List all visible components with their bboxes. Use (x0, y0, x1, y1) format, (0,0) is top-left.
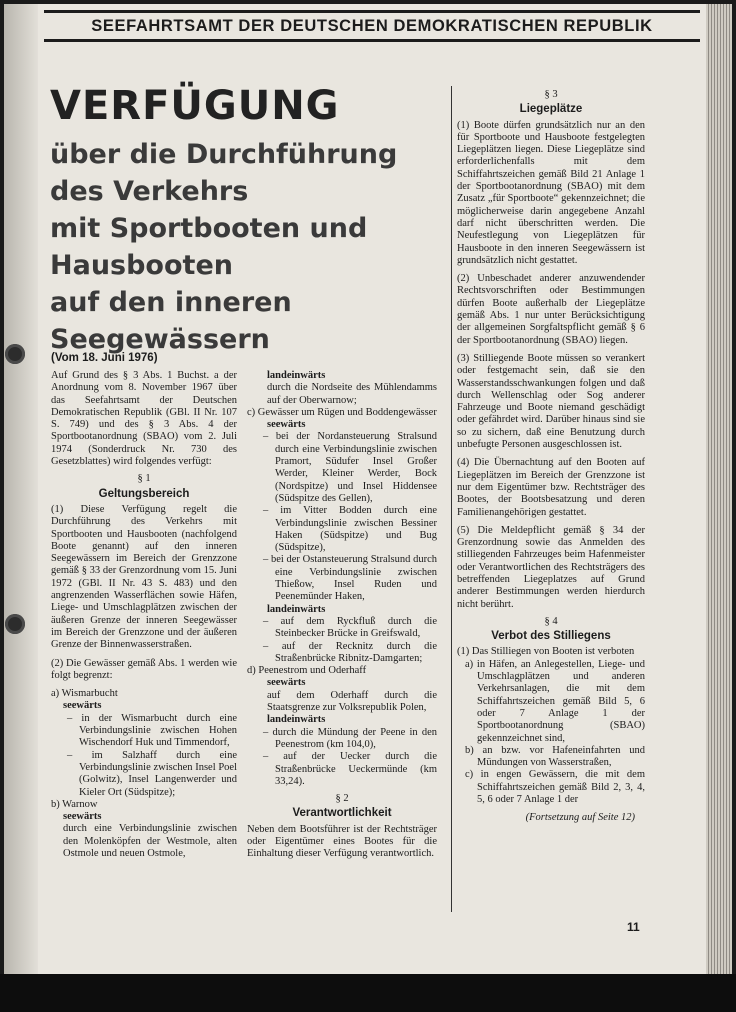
paragraph: (1) Das Stilliegen von Booten ist verboten (457, 646, 635, 658)
section-heading: Verbot des Stilliegens (491, 630, 611, 643)
list-item: – auf der Recknitz durch die Straßenbrücke Ribnitz-Damgarten; (263, 640, 437, 664)
section-number: § 4 (544, 615, 558, 627)
column-divider (451, 86, 452, 912)
list-item: – durch die Mündung der Peene in den Peenestrom (km 104,0), (263, 726, 437, 750)
paragraph: auf dem Oderhaff durch die Staatsgrenze zur Volksrepublik Polen, (267, 689, 437, 714)
column-3 (457, 84, 645, 825)
section-heading: Verantwortlichkeit (292, 807, 392, 820)
list-label: a) Wismarbucht (51, 688, 118, 700)
column-2 (247, 370, 437, 861)
paragraph: (2) Die Gewässer gemäß Abs. 1 werden wie folgt begrenzt: (51, 657, 237, 681)
subtitle-line: auf den inneren (50, 287, 292, 318)
document-date: (Vom 18. Juni 1976) (51, 352, 158, 364)
document-page (4, 4, 706, 974)
binder-hole (5, 344, 25, 364)
page-stack-edge (706, 4, 732, 979)
paragraph: durch die Nordseite des Mühlendamms auf der Oberwarnow; (267, 382, 437, 406)
document-title: VERFÜGUNG (50, 83, 340, 129)
sub-heading: seewärts (267, 419, 306, 431)
subtitle-line: über die Durchführung (50, 139, 398, 170)
paragraph: (4) Die Übernachtung auf den Booten auf Liegeplätzen im Bereich der Grenzzone ist nur dem Eigentümer bzw. Rechtsträger des Bootes, der Bootsbesatzung und deren Familienangehörigen gestattet. (457, 457, 645, 518)
paragraph: (1) Boote dürfen grundsätzlich nur an den für Sportboote und Hausboote festgelegten Liegeplätzen liegen. Diese Liegeplätze sind erforderlichenfalls mit dem Schiffahrtszeichen gemäß Bild 21 Anlage 1 der Sportbootanordnung (SBAO) mit dem Zusatz „für Sportboote“ gekennzeichnet; die möglicherweise darin angegebene Anzahl darf nicht überschritten werden. Die Neufestlegung von Liegeplätzen für Hausboote in den inneren Seegewässern ist grundsätzlich nicht gestattet. (457, 119, 645, 266)
paragraph: Neben dem Bootsführer ist der Rechtsträger oder Eigentümer eines Bootes für die Einhaltung dieser Verfügung verantwortlich. (247, 823, 437, 860)
sub-heading: landeinwärts (267, 603, 326, 615)
preamble: Auf Grund des § 3 Abs. 1 Buchst. a der Anordnung vom 8. November 1967 über das Seefahrtsamt der Deutschen Demokratischen Republik (GBl. II Nr. 107 S. 749) und des § 3 Abs. 4 der Sportbootanordnung (SBAO) vom 2. Juli 1974 (Sonderdruck Nr. 730 des Gesetzblattes) wird folgendes verfügt: (51, 370, 237, 468)
page-number: 11 (627, 920, 640, 934)
list-label: c) Gewässer um Rügen und Boddengewässer (247, 406, 437, 418)
sub-heading: seewärts (63, 700, 102, 712)
list-label: d) Peenestrom und Oderhaff (247, 665, 367, 677)
section-number: § 1 (137, 473, 151, 485)
subtitle-line: mit Sportbooten und (50, 213, 368, 244)
binder-hole (5, 614, 25, 634)
paragraph: durch eine Verbindungslinie zwischen den Molenköpfen der Westmole, alten Ostmole und neuen Ostmole, (63, 823, 237, 859)
column-1 (51, 370, 237, 860)
section-number: § 3 (544, 89, 558, 100)
subtitle-line: des Verkehrs (50, 176, 249, 207)
list-item: b) an bzw. vor Hafeneinfahrten und Mündungen von Wasserstraßen, (465, 744, 645, 769)
paragraph: (3) Stilliegende Boote müssen so verankert oder festgemacht sein, daß sie den Wasserstandsschwankungen folgen und daß durch Wellenschlag oder Sog anderer Fahrzeuge und Boote niemand geschädigt oder gefährdet wird. Darüber hinaus sind sie so zu sichern, daß eine Benutzung durch unbefugte Personen ausgeschlossen ist. (457, 352, 645, 451)
page-header (44, 10, 700, 42)
sub-heading: landeinwärts (267, 714, 326, 726)
list-item: – bei der Nordansteuerung Stralsund durch eine Verbindungslinie zwischen Pramort, Südufer Insel Großer Werder, Kleiner Werder, Bock (Nordspitze) und Insel Hiddensee (Südspitze des Gellen), (263, 431, 437, 504)
list-item: – bei der Ostansteuerung Stralsund durch eine Verbindungslinie zwischen Thießow, Insel Ruden und Peenemünder Haken, (263, 554, 437, 603)
agency-name: SEEFAHRTSAMT DER DEUTSCHEN DEMOKRATISCHEN REPUBLIK (91, 17, 653, 35)
scan-border (0, 974, 736, 1012)
section-heading: Geltungsbereich (98, 487, 190, 500)
subtitle-line: Seegewässern (50, 324, 270, 355)
list-item: – auf dem Ryckfluß durch die Steinbecker Brücke in Greifswald, (263, 615, 437, 640)
document-subtitle (50, 136, 445, 358)
sub-heading: seewärts (63, 811, 102, 823)
subtitle-line: Hausbooten (50, 250, 233, 281)
list-item: – in der Wismarbucht durch eine Verbindungslinie zwischen Hohen Wischendorf Huk und Timmendorf, (67, 712, 237, 749)
list-item: c) in engen Gewässern, die mit dem Schiffahrtszeichen gemäß Bild 2, 3, 4, 5, 6 oder 7 Anlage 1 der (465, 769, 645, 806)
list-item: a) in Häfen, an Anlegestellen, Liege- und Umschlagplätzen und anderen Verkehrsanlagen, die mit dem Schiffahrtszeichen gemäß Bild 5, 6 oder 7 Anlage 1 der Sportbootanordnung (SBAO) gekennzeichnet sind, (465, 658, 645, 744)
sub-heading: seewärts (267, 677, 306, 689)
section-number: § 2 (335, 793, 349, 805)
paragraph: (5) Die Meldepflicht gemäß § 34 der Grenzordnung sowie das Anmelden des stilliegenden Fahrzeuges beim Hafenmeister oder Verantwortlichen des Rechtsträgers des betreffenden Liegeplatzes auf Grund anderer Bestimmungen werden hierdurch nicht berührt. (457, 524, 645, 610)
paragraph: (1) Diese Verfügung regelt die Durchführung des Verkehrs mit Sportbooten und Hausbooten (nachfolgend Boote genannt) auf den inneren Seegewässern im Bereich der Grenzzone gemäß § 33 der Grenzordnung vom 15. Juni 1972 (GBl. II Nr. 43 S. 483) und den angrenzenden Wasserflächen sowie Häfen, Liege- und Umschlagplätzen zwischen der äußeren Grenze der inneren Seegewässer im Bereich der Grenzzone und der äußeren Grenze der Binnenwasserstraßen. (51, 503, 237, 651)
page-edge-shadow (4, 4, 38, 974)
sub-heading: landeinwärts (267, 370, 326, 381)
paragraph: (2) Unbeschadet anderer anzuwendender Rechtsvorschriften oder Bestimmungen dürfen Boote außerhalb der Liegeplätze gemäß Abs. 1 nur unter Berücksichtigung der allgemeinen Sorgfaltspflicht gemäß § 6 der Sportbootanordnung (SBAO) liegen. (457, 273, 645, 346)
section-heading: Liegeplätze (519, 103, 583, 116)
list-label: b) Warnow (51, 798, 98, 810)
list-item: – auf der Uecker durch die Straßenbrücke Ueckermünde (km 33,24). (263, 751, 437, 787)
continuation-note: (Fortsetzung auf Seite 12) (525, 812, 635, 824)
list-item: – im Vitter Bodden durch eine Verbindungslinie zwischen Bessiner Haken (Südspitze) und Bug (Südspitze), (263, 505, 437, 554)
list-item: – im Salzhaff durch eine Verbindungslinie zwischen Insel Poel (Golwitz), Insel Langenwerder und Kieler Ort (Südspitze); (67, 749, 237, 798)
header-rule-bottom (44, 39, 700, 42)
